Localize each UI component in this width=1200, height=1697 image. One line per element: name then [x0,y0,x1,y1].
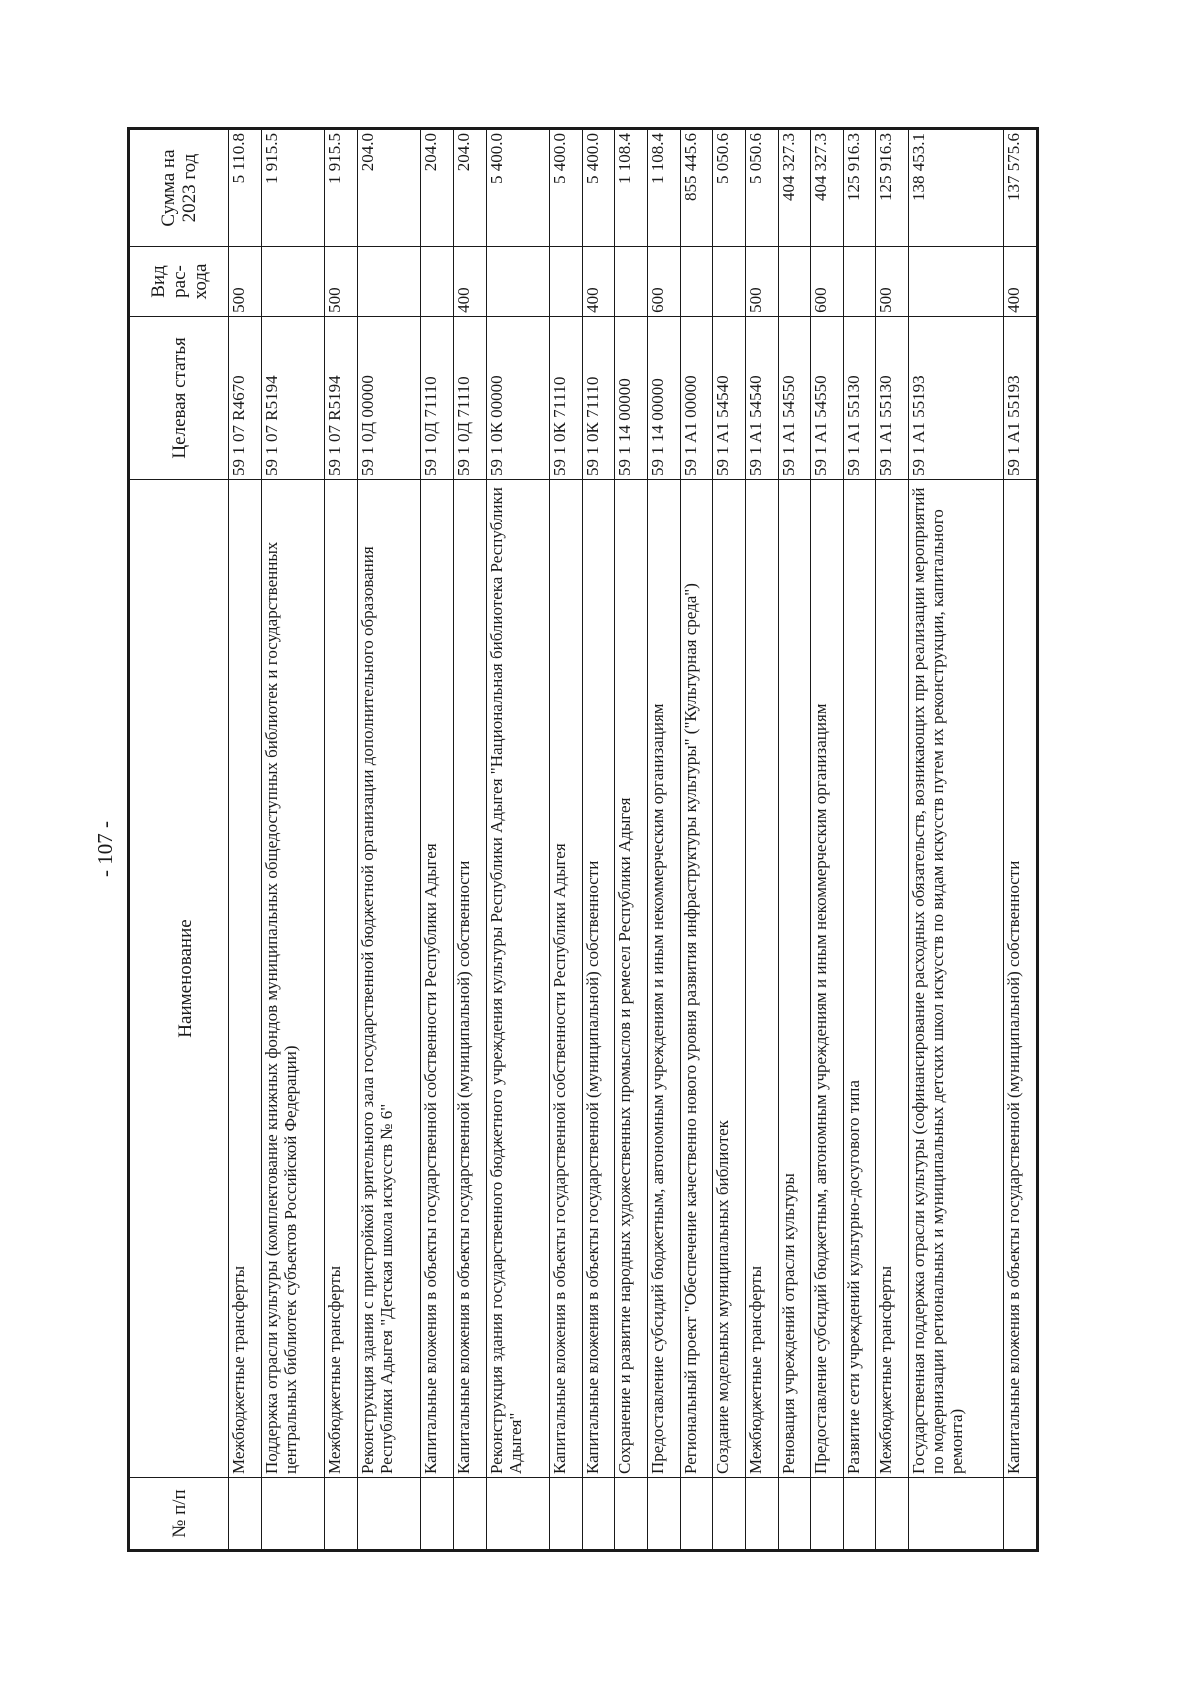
row-code: 59 1 A1 55193 [1003,316,1037,479]
row-num [713,1478,746,1551]
table-row [421,129,454,1551]
row-type: 500 [325,247,358,317]
table-row [713,129,746,1551]
table-row [811,129,844,1551]
row-code: 59 1 A1 54540 [745,316,778,479]
row-num [357,1478,421,1551]
header-name: Наименование [129,479,229,1477]
row-num [908,1478,1003,1551]
table-row [325,129,358,1551]
row-amount: 138 453.1 [908,129,1003,247]
table-row [229,129,262,1551]
table-row [486,129,550,1551]
row-code: 59 1 0К 71110 [550,316,583,479]
row-num [1003,1478,1037,1551]
header-amount: Сумма на 2023 год [129,129,229,247]
table-header-row [129,129,229,1551]
row-name: Межбюджетные трансферты [745,479,778,1477]
row-amount: 1 108.4 [615,129,648,247]
row-code: 59 1 14 00000 [648,316,681,479]
row-name: Реконструкция здания с пристройкой зрительного зала государственной бюджетной организации дополнительного образования Республики Адыгея "Детская школа искусств № 6" [357,479,421,1477]
row-type [486,247,550,317]
row-num [325,1478,358,1551]
row-name: Поддержка отрасли культуры (комплектование книжных фондов муниципальных общедоступных библиотек и государственных центральных библиотек субъектов Российской Федерации) [261,479,325,1477]
header-type: Вид рас-хода [129,247,229,317]
row-code: 59 1 14 00000 [615,316,648,479]
header-code: Целевая статья [129,316,229,479]
row-code: 59 1 A1 55130 [843,316,876,479]
row-amount: 5 400.0 [582,129,615,247]
row-name: Развитие сети учреждений культурно-досугового типа [843,479,876,1477]
table-row [582,129,615,1551]
row-type: 500 [876,247,909,317]
row-amount: 5 400.0 [550,129,583,247]
row-num [486,1478,550,1551]
page-number: - 107 - [93,821,117,877]
row-type: 500 [745,247,778,317]
row-name: Межбюджетные трансферты [229,479,262,1477]
row-num [745,1478,778,1551]
row-type [908,247,1003,317]
row-amount: 125 916.3 [876,129,909,247]
row-type [713,247,746,317]
row-type [261,247,325,317]
row-code: 59 1 0К 00000 [486,316,550,479]
row-amount: 5 400.0 [486,129,550,247]
table-row [357,129,421,1551]
row-amount: 404 327.3 [778,129,811,247]
row-name: Межбюджетные трансферты [876,479,909,1477]
table-row [1003,129,1037,1551]
row-code: 59 1 0Д 71110 [454,316,487,479]
row-num [550,1478,583,1551]
row-name: Создание модельных муниципальных библиотек [713,479,746,1477]
row-amount: 855 445.6 [680,129,713,247]
row-type [615,247,648,317]
row-amount: 1 915.5 [261,129,325,247]
row-name: Сохранение и развитие народных художественных промыслов и ремесел Республики Адыгея [615,479,648,1477]
row-name: Капитальные вложения в объекты государственной (муниципальной) собственности [454,479,487,1477]
table-row [908,129,1003,1551]
row-type [421,247,454,317]
row-num [811,1478,844,1551]
row-code: 59 1 0Д 00000 [357,316,421,479]
row-type [357,247,421,317]
row-num [876,1478,909,1551]
row-type [778,247,811,317]
row-name: Межбюджетные трансферты [325,479,358,1477]
row-amount: 125 916.3 [843,129,876,247]
row-amount: 5 050.6 [713,129,746,247]
row-name: Реновация учреждений отрасли культуры [778,479,811,1477]
table-row [745,129,778,1551]
row-num [582,1478,615,1551]
row-type: 400 [454,247,487,317]
row-num [229,1478,262,1551]
row-num [421,1478,454,1551]
row-code: 59 1 A1 55193 [908,316,1003,479]
row-type: 500 [229,247,262,317]
table-row [680,129,713,1551]
row-type: 600 [648,247,681,317]
table-row [454,129,487,1551]
row-type: 600 [811,247,844,317]
row-amount: 5 110.8 [229,129,262,247]
table-row [648,129,681,1551]
row-name: Капитальные вложения в объекты государственной (муниципальной) собственности [1003,479,1037,1477]
row-type [550,247,583,317]
row-name: Капитальные вложения в объекты государственной собственности Республики Адыгея [550,479,583,1477]
row-amount: 404 327.3 [811,129,844,247]
row-code: 59 1 A1 54550 [778,316,811,479]
row-num [680,1478,713,1551]
row-name: Предоставление субсидий бюджетным, автономным учреждениям и иным некоммерческим организациям [811,479,844,1477]
row-code: 59 1 07 R5194 [261,316,325,479]
table-row [550,129,583,1551]
header-num: № п/п [129,1478,229,1551]
budget-table-container [127,127,1039,1552]
row-num [648,1478,681,1551]
row-name: Капитальные вложения в объекты государственной (муниципальной) собственности [582,479,615,1477]
row-amount: 1 108.4 [648,129,681,247]
table-body [229,129,1038,1551]
row-amount: 204.0 [357,129,421,247]
table-row [843,129,876,1551]
row-name: Региональный проект "Обеспечение качественно нового уровня развития инфраструктуры культуры" ("Культурная среда") [680,479,713,1477]
row-num [778,1478,811,1551]
row-type [680,247,713,317]
table-row [261,129,325,1551]
row-name: Предоставление субсидий бюджетным, автономным учреждениям и иным некоммерческим организациям [648,479,681,1477]
row-code: 59 1 07 R5194 [325,316,358,479]
table-row [778,129,811,1551]
table-row [876,129,909,1551]
row-type: 400 [582,247,615,317]
row-amount: 204.0 [454,129,487,247]
row-num [843,1478,876,1551]
row-code: 59 1 A1 54550 [811,316,844,479]
row-code: 59 1 0Д 71110 [421,316,454,479]
row-code: 59 1 A1 00000 [680,316,713,479]
row-code: 59 1 07 R4670 [229,316,262,479]
row-type: 400 [1003,247,1037,317]
row-num [615,1478,648,1551]
row-name: Реконструкция здания государственного бюджетного учреждения культуры Республики Адыгея "Национальная библиотека Республики Адыгея" [486,479,550,1477]
row-name: Государственная поддержка отрасли культуры (софинансирование расходных обязательств, возникающих при реализации мероприятий по модернизации региональных и муниципальных детских школ искусств по видам искусств путем их реконструкции, капитального ремонта) [908,479,1003,1477]
row-amount: 5 050.6 [745,129,778,247]
row-code: 59 1 A1 55130 [876,316,909,479]
row-amount: 204.0 [421,129,454,247]
table-row [615,129,648,1551]
row-code: 59 1 A1 54540 [713,316,746,479]
row-type [843,247,876,317]
row-name: Капитальные вложения в объекты государственной собственности Республики Адыгея [421,479,454,1477]
budget-table [127,127,1039,1552]
row-num [454,1478,487,1551]
row-code: 59 1 0К 71110 [582,316,615,479]
row-num [261,1478,325,1551]
row-amount: 137 575.6 [1003,129,1037,247]
row-amount: 1 915.5 [325,129,358,247]
